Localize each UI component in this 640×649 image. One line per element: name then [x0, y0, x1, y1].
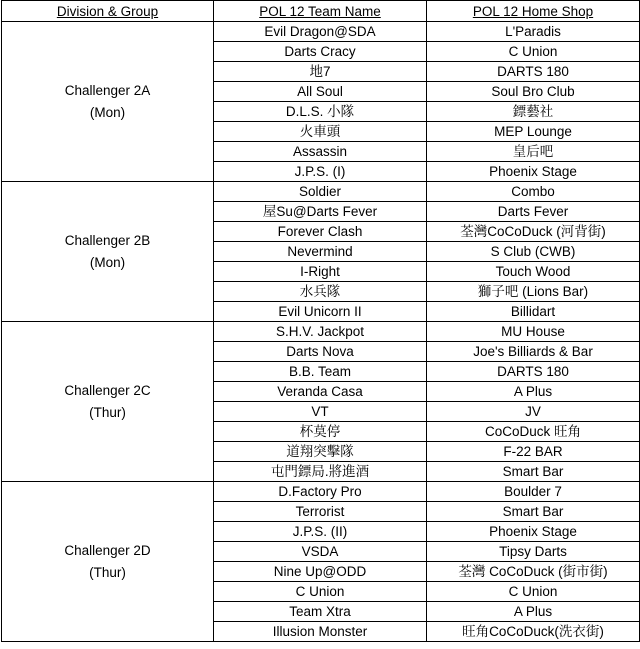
team-name-cell: 地7 — [214, 62, 427, 82]
team-name-cell: Forever Clash — [214, 222, 427, 242]
home-shop-cell: Darts Fever — [427, 202, 640, 222]
home-shop-cell: C Union — [427, 582, 640, 602]
team-name-cell: Darts Cracy — [214, 42, 427, 62]
header-home-shop: POL 12 Home Shop — [427, 1, 640, 22]
division-group-day: (Mon) — [89, 104, 126, 120]
division-group-cell — [2, 322, 214, 482]
home-shop-cell: Phoenix Stage — [427, 522, 640, 542]
home-shop-cell: C Union — [427, 42, 640, 62]
home-shop-cell: Tipsy Darts — [427, 542, 640, 562]
home-shop-cell: Phoenix Stage — [427, 162, 640, 182]
home-shop-cell: MU House — [427, 322, 640, 342]
team-name-cell: Team Xtra — [214, 602, 427, 622]
home-shop-cell: Boulder 7 — [427, 482, 640, 502]
home-shop-cell: L'Paradis — [427, 22, 640, 42]
division-group-day: (Thur) — [89, 404, 126, 420]
home-shop-cell: Smart Bar — [427, 502, 640, 522]
home-shop-cell: MEP Lounge — [427, 122, 640, 142]
team-name-cell: Evil Unicorn II — [214, 302, 427, 322]
team-name-cell: 水兵隊 — [214, 282, 427, 302]
home-shop-cell: Touch Wood — [427, 262, 640, 282]
home-shop-cell: A Plus — [427, 382, 640, 402]
home-shop-cell: F-22 BAR — [427, 442, 640, 462]
table-row — [2, 22, 640, 42]
table-row — [2, 182, 640, 202]
team-name-cell: S.H.V. Jackpot — [214, 322, 427, 342]
team-name-cell: Veranda Casa — [214, 382, 427, 402]
home-shop-cell: 荃灣 CoCoDuck (街市街) — [427, 562, 640, 582]
team-name-cell: D.Factory Pro — [214, 482, 427, 502]
team-name-cell: 火車頭 — [214, 122, 427, 142]
division-group-name: Challenger 2D — [64, 542, 151, 558]
team-name-cell: All Soul — [214, 82, 427, 102]
division-group-cell — [2, 482, 214, 642]
team-name-cell: C Union — [214, 582, 427, 602]
header-team-name: POL 12 Team Name — [214, 1, 427, 22]
team-name-cell: Darts Nova — [214, 342, 427, 362]
home-shop-cell: Soul Bro Club — [427, 82, 640, 102]
team-name-cell: J.P.S. (I) — [214, 162, 427, 182]
home-shop-cell: 旺角CoCoDuck(洗衣街) — [427, 622, 640, 642]
team-name-cell: 屯門鏢局.將進酒 — [214, 462, 427, 482]
team-name-cell: 屋Su@Darts Fever — [214, 202, 427, 222]
home-shop-cell: 荃灣CoCoDuck (河背街) — [427, 222, 640, 242]
header-division-group: Division & Group — [2, 1, 214, 22]
team-name-cell: 道翔突擊隊 — [214, 442, 427, 462]
team-name-cell: VT — [214, 402, 427, 422]
team-name-cell: B.B. Team — [214, 362, 427, 382]
team-name-cell: I-Right — [214, 262, 427, 282]
table-row — [2, 322, 640, 342]
division-group-day: (Mon) — [89, 254, 126, 270]
home-shop-cell: Billidart — [427, 302, 640, 322]
division-group-name: Challenger 2A — [64, 82, 151, 98]
team-name-cell: J.P.S. (II) — [214, 522, 427, 542]
team-name-cell: VSDA — [214, 542, 427, 562]
division-group-name: Challenger 2C — [64, 382, 151, 398]
home-shop-cell: S Club (CWB) — [427, 242, 640, 262]
team-name-cell: Terrorist — [214, 502, 427, 522]
team-name-cell: D.L.S. 小隊 — [214, 102, 427, 122]
table-row — [2, 482, 640, 502]
home-shop-cell: 獅子吧 (Lions Bar) — [427, 282, 640, 302]
home-shop-cell: A Plus — [427, 602, 640, 622]
home-shop-cell: JV — [427, 402, 640, 422]
header-row — [2, 1, 640, 22]
division-group-cell — [2, 182, 214, 322]
home-shop-cell: Combo — [427, 182, 640, 202]
home-shop-cell: 鏢藝社 — [427, 102, 640, 122]
team-name-cell: Assassin — [214, 142, 427, 162]
table-body — [2, 22, 640, 642]
home-shop-cell: 皇后吧 — [427, 142, 640, 162]
home-shop-cell: DARTS 180 — [427, 362, 640, 382]
team-name-cell: Nevermind — [214, 242, 427, 262]
division-group-day: (Thur) — [89, 564, 126, 580]
team-name-cell: Illusion Monster — [214, 622, 427, 642]
division-table — [1, 0, 640, 642]
division-group-name: Challenger 2B — [64, 232, 151, 248]
division-group-cell — [2, 22, 214, 182]
home-shop-cell: CoCoDuck 旺角 — [427, 422, 640, 442]
team-name-cell: Nine Up@ODD — [214, 562, 427, 582]
home-shop-cell: Joe's Billiards & Bar — [427, 342, 640, 362]
team-name-cell: Evil Dragon@SDA — [214, 22, 427, 42]
home-shop-cell: Smart Bar — [427, 462, 640, 482]
team-name-cell: Soldier — [214, 182, 427, 202]
home-shop-cell: DARTS 180 — [427, 62, 640, 82]
team-name-cell: 杯莫停 — [214, 422, 427, 442]
